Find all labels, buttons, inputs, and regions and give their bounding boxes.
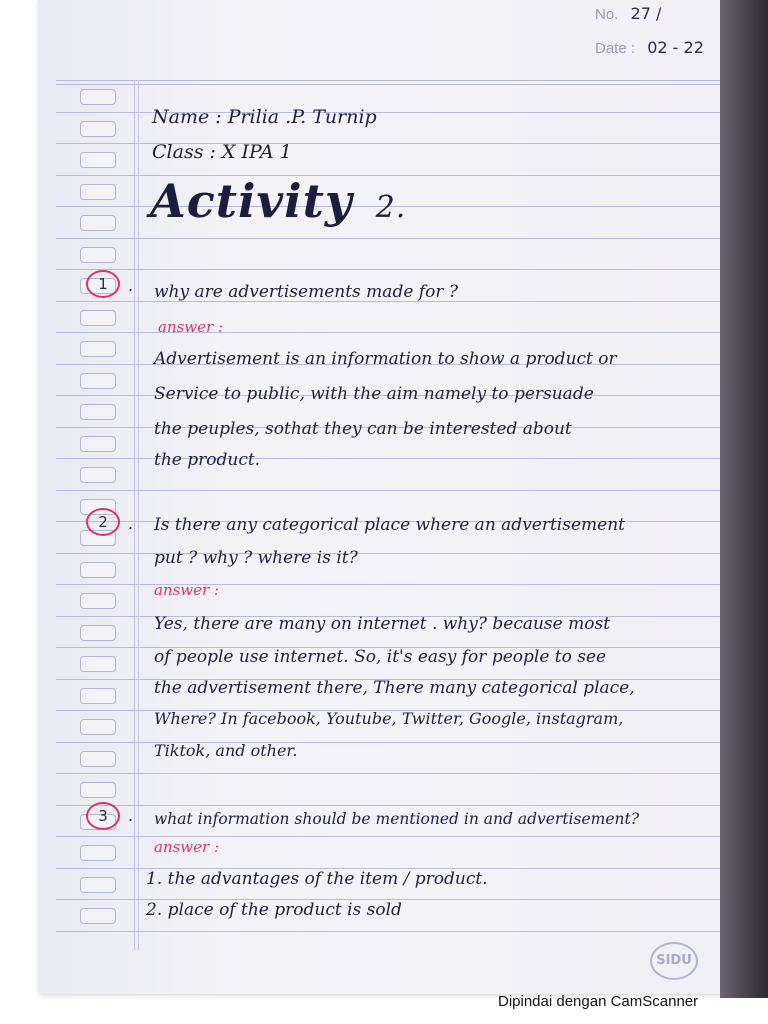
question-2-answer-line-2: of people use internet. So, it's easy for people to see [154, 647, 607, 667]
ruled-line [56, 490, 736, 491]
question-3-answer-label: answer : [154, 838, 220, 856]
page-title [150, 174, 406, 228]
margin-box [80, 436, 116, 452]
margin-box [80, 247, 116, 263]
page-number-value: 27 / [630, 4, 662, 23]
question-2-answer-line-1: Yes, there are many on internet . why? because most [154, 614, 611, 634]
class-line: Class : X IPA 1 [152, 141, 292, 163]
question-2-text-line-1: Is there any categorical place where an advertisement [154, 515, 625, 535]
margin-box [80, 121, 116, 137]
ruled-line [56, 80, 736, 85]
scan-background-edge [720, 0, 768, 998]
question-2-answer-label: answer : [154, 581, 220, 599]
title-number: 2. [375, 190, 407, 225]
margin-box [80, 656, 116, 672]
margin-box [80, 782, 116, 798]
date-value: 02 - 22 [647, 38, 704, 57]
margin-box [80, 877, 116, 893]
question-1-answer-line-4: the product. [154, 450, 261, 470]
question-1-number-circle: 1 [86, 270, 120, 298]
margin-box [80, 719, 116, 735]
margin-box [80, 310, 116, 326]
margin-box [80, 373, 116, 389]
ruled-line [56, 931, 736, 932]
question-3-number-circle: 3 [86, 802, 120, 830]
name-line: Name : Prilia .P. Turnip [152, 106, 377, 128]
margin-box [80, 467, 116, 483]
question-1-answer-label: answer : [158, 318, 224, 336]
question-2-answer-line-4: Where? In facebook, Youtube, Twitter, Google, instagram, [154, 709, 624, 728]
margin-box [80, 688, 116, 704]
ruled-line [56, 269, 736, 270]
question-3-text: what information should be mentioned in and advertisement? [154, 810, 640, 828]
margin-box [80, 215, 116, 231]
notebook-page [38, 0, 738, 994]
date-field [595, 38, 704, 57]
question-1-answer-line-3: the peuples, sothat they can be interested about [154, 419, 572, 439]
notebook-brand-logo: SIDU [650, 942, 698, 980]
margin-box [80, 404, 116, 420]
margin-box [80, 89, 116, 105]
scanner-watermark: Dipindai dengan CamScanner [498, 993, 699, 1010]
question-2-text-line-2: put ? why ? where is it? [154, 548, 358, 568]
question-2-answer-line-3: the advertisement there, There many categorical place, [154, 678, 635, 698]
question-3-answer-line-2: 2. place of the product is sold [146, 900, 402, 920]
page-number-field [595, 4, 661, 23]
margin-box [80, 152, 116, 168]
question-2-bullet: . [128, 514, 134, 533]
ruled-line [56, 805, 736, 806]
margin-box [80, 593, 116, 609]
margin-line-left [134, 80, 135, 950]
question-2-answer-line-5: Tiktok, and other. [154, 741, 298, 760]
question-3-answer-line-1: 1. the advantages of the item / product. [146, 869, 488, 889]
margin-line-right [138, 80, 139, 950]
question-1-text: why are advertisements made for ? [154, 282, 458, 302]
margin-box [80, 341, 116, 357]
question-2-number-circle: 2 [86, 508, 120, 536]
question-1-bullet: . [128, 276, 134, 295]
margin-box [80, 845, 116, 861]
ruled-line [56, 773, 736, 774]
margin-box [80, 625, 116, 641]
ruled-line [56, 238, 736, 239]
margin-box [80, 751, 116, 767]
ruled-line [56, 836, 736, 837]
date-label: Date : [595, 40, 636, 57]
margin-box [80, 184, 116, 200]
question-1-answer-line-2: Service to public, with the aim namely to persuade [154, 384, 594, 404]
page-number-label: No. [595, 6, 619, 23]
margin-box [80, 908, 116, 924]
margin-box [80, 562, 116, 578]
question-3-bullet: . [128, 806, 134, 825]
title-text: Activity [150, 174, 353, 228]
question-1-answer-line-1: Advertisement is an information to show a product or [154, 349, 617, 369]
